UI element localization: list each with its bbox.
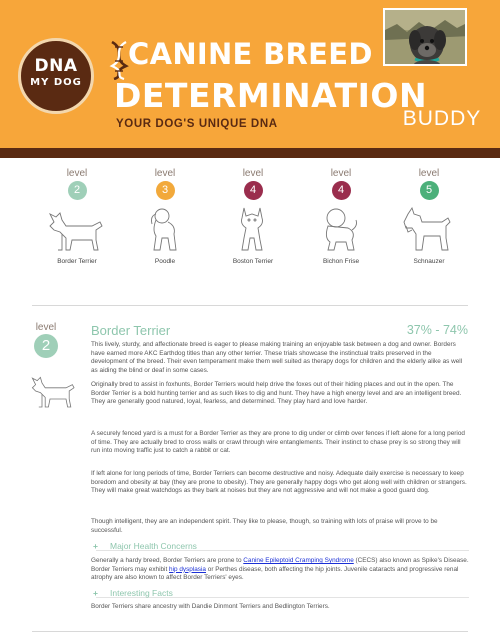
level-label: level xyxy=(35,322,57,333)
breed-percentage-range: 37% - 74% xyxy=(406,323,468,337)
level-label: level xyxy=(330,168,352,179)
expand-plus-icon[interactable]: + xyxy=(93,588,98,598)
health-heading-label: Major Health Concerns xyxy=(110,541,197,551)
description-paragraph-2: Originally bred to assist in foxhunts, Border Terriers would help drive the foxes out of their hiding places and out in the open. The Border Terrier is a bold hunting terrier and as such likes to dig and hunt. They have a high energy level and are an intelligent breed. They are generally good natured, loyal, fearless, and determined. They play hard and love harder. xyxy=(91,381,462,406)
dna-my-dog-logo: DNA MY DOG xyxy=(18,38,94,114)
level-badge: 4 xyxy=(332,181,351,200)
breed-summary-row xyxy=(32,168,472,303)
detail-level xyxy=(33,322,59,358)
cecs-link[interactable]: Canine Epileptoid Cramping Syndrome xyxy=(243,557,354,564)
breed-card-poodle[interactable] xyxy=(120,168,210,265)
level-badge: 3 xyxy=(156,181,175,200)
report-title-line2: DETERMINATION xyxy=(114,76,428,115)
breed-name: Border Terrier xyxy=(57,258,97,265)
health-text-part: or Perthes disease, both affecting the hip joints. Juvenile cataracts and progressive renal atrophy are also known to affect Border Terriers' eyes. xyxy=(91,565,459,582)
health-concerns-heading[interactable] xyxy=(93,541,197,551)
detail-breed-title: Border Terrier xyxy=(91,323,171,338)
dna-helix-icon xyxy=(108,40,130,80)
boston-terrier-illustration xyxy=(218,204,288,256)
breed-card-border-terrier[interactable] xyxy=(32,168,122,265)
level-label: level xyxy=(418,168,440,179)
expand-plus-icon[interactable]: + xyxy=(93,541,98,551)
level-badge: 4 xyxy=(244,181,263,200)
bichon-frise-illustration xyxy=(306,204,376,256)
schnauzer-illustration xyxy=(394,204,464,256)
breed-name: Schnauzer xyxy=(413,258,445,265)
breed-card-schnauzer[interactable] xyxy=(384,168,474,265)
breed-name: Poodle xyxy=(154,258,176,265)
dog-name: BUDDY xyxy=(402,107,482,130)
description-paragraph-4: If left alone for long periods of time, Border Terriers can become destructive and noisy. Adequate daily exercise is necessary to keep boredom and obesity at bay (they are prone to obesity). They are generally happy dogs who get along well with children or strangers. They will make great watchdogs as they bark at noises but they are not aggressive and will not make a good guard dog. xyxy=(91,470,467,495)
level-label: level xyxy=(154,168,176,179)
report-title-line1: CANINE BREED xyxy=(128,37,373,71)
level-label: level xyxy=(66,168,88,179)
interesting-facts-heading[interactable] xyxy=(93,588,173,598)
health-text-part: Generally a hardy breed, Border Terriers are prone to xyxy=(91,557,244,564)
description-paragraph-3: A securely fenced yard is a must for a Border Terrier as they are prone to dig under or climb over fences if left alone for a long period of time. They are actually bred to cross walls or crawl through wire entanglements. Their instinct to chase prey is so strong they will run into moving traffic just to catch a rabbit or cat. xyxy=(91,430,465,455)
header-divider-band xyxy=(0,148,500,158)
section-divider xyxy=(32,305,468,306)
description-paragraph-5: Though intelligent, they are an independent spirit. They like to please, though, so training with lots of praise will prove to be successful. xyxy=(91,518,438,534)
level-badge: 2 xyxy=(34,334,58,358)
breed-name: Boston Terrier xyxy=(232,258,274,265)
breed-card-boston-terrier[interactable] xyxy=(208,168,298,265)
interesting-facts-text: Border Terriers share ancestry with Dandie Dinmont Terriers and Bedlington Terriers. xyxy=(91,603,330,610)
report-subtitle: YOUR DOG'S UNIQUE DNA xyxy=(116,118,278,130)
dog-photo xyxy=(383,8,467,66)
dog-photo-image xyxy=(385,10,467,66)
facts-heading-label: Interesting Facts xyxy=(110,588,173,598)
footer-divider xyxy=(32,631,468,632)
description-paragraph-1: This lively, sturdy, and affectionate breed is eager to please making training an enjoyable task between a dog and owner. Borders have earned more AKC Earthdog titles than any other terrier. These trials showcase the instinctual traits preserved in the development of the breed. Their even temperament make them well suited as therapy dogs for children and the elderly alike as well as aiding the blind or deaf in some cases. xyxy=(91,341,463,374)
border-terrier-illustration xyxy=(42,204,112,256)
border-terrier-detail-illustration xyxy=(26,368,82,414)
level-badge: 2 xyxy=(68,181,87,200)
poodle-illustration xyxy=(130,204,200,256)
health-text-part: (CECS) also known as Spike's Disease. Border Terriers may exhibit xyxy=(91,557,469,573)
hip-dysplasia-link[interactable]: hip dysplasia xyxy=(169,565,206,573)
breed-card-bichon-frise[interactable] xyxy=(296,168,386,265)
breed-name: Bichon Frise xyxy=(322,258,360,265)
health-concerns-text xyxy=(91,557,469,583)
level-badge: 5 xyxy=(420,181,439,200)
level-label: level xyxy=(242,168,264,179)
